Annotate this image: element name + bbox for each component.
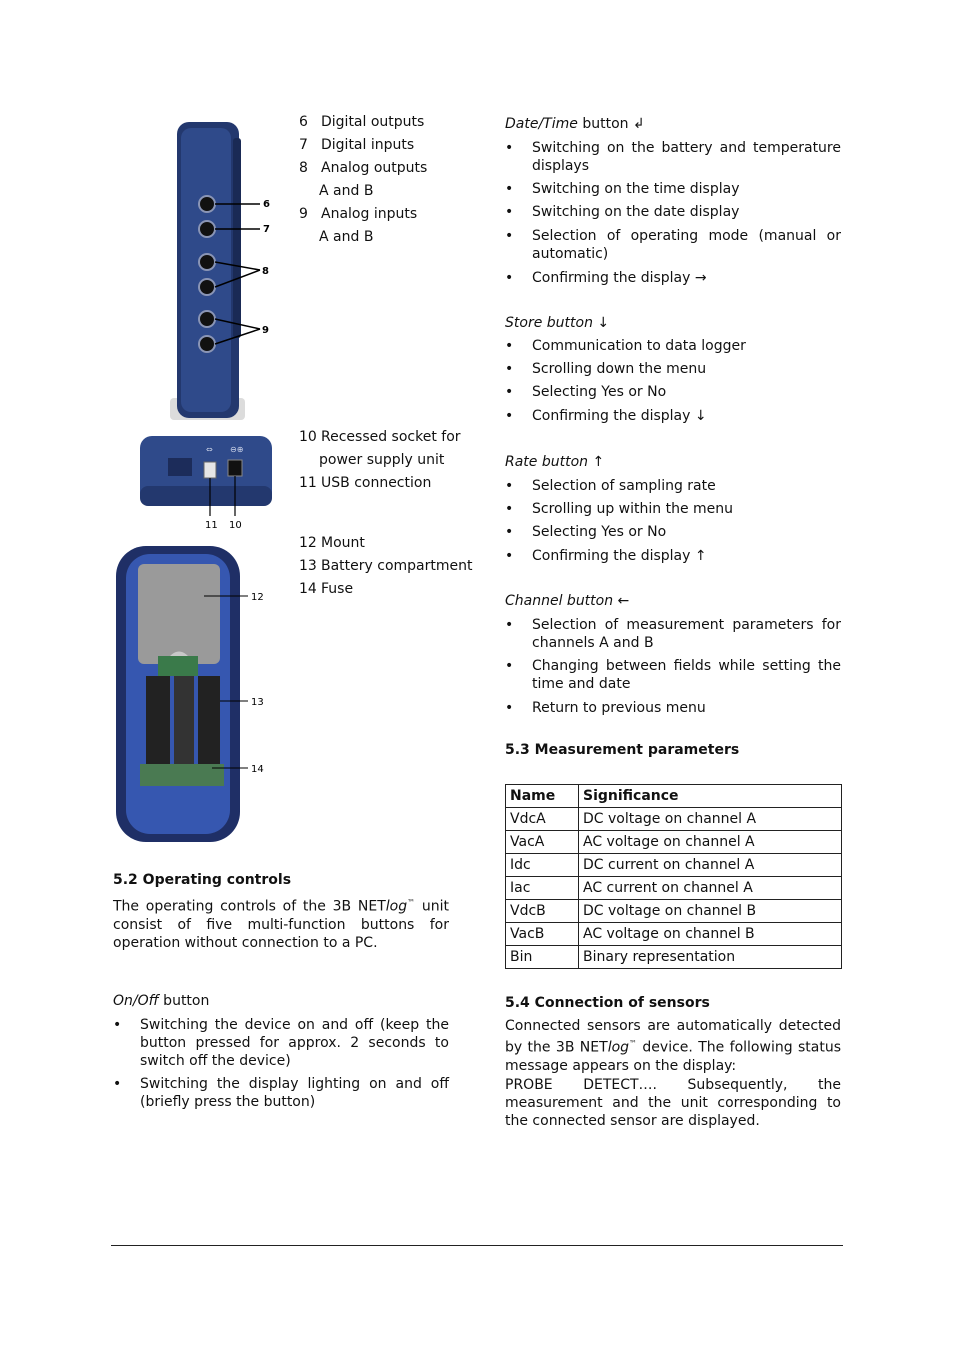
rate-button-title: Rate button ↑	[505, 454, 605, 470]
callout-10: 10	[229, 520, 242, 531]
legend-item: A and B	[319, 229, 374, 245]
legend-item: 7 Digital inputs	[299, 137, 415, 153]
measurement-parameters-table	[505, 784, 842, 969]
table-cell: DC voltage on channel B	[579, 900, 842, 923]
table-cell: AC current on channel A	[579, 877, 842, 900]
list-item: • Scrolling down the menu	[505, 360, 841, 378]
list-item: • Confirming the display ↑	[505, 547, 841, 565]
legend-item: power supply unit	[319, 452, 445, 468]
figure1-legend	[299, 113, 427, 251]
legend-item: 12 Mount	[299, 535, 365, 551]
figure3-legend	[299, 534, 473, 603]
svg-text:⇔: ⇔	[206, 445, 213, 454]
list-item: • Selecting Yes or No	[505, 523, 841, 541]
section-5-4-paragraph-1: Connected sensors are automatically detected by the 3B NETlog™ device. The following status message appears on the display:	[505, 1018, 841, 1074]
table-cell: VdcA	[506, 808, 579, 831]
table-cell: DC current on channel A	[579, 854, 842, 877]
callout-7: 7	[263, 224, 270, 235]
list-item: • Scrolling up within the menu	[505, 500, 841, 518]
table-row	[506, 808, 842, 831]
list-item: • Selecting Yes or No	[505, 383, 841, 401]
list-item: • Selection of operating mode (manual or automatic)	[505, 227, 841, 263]
legend-item: 13 Battery compartment	[299, 558, 473, 574]
channel-bullets	[505, 616, 841, 717]
list-item: • Selection of sampling rate	[505, 477, 841, 495]
table-header-row	[506, 785, 842, 808]
datetime-button-title: Date/Time button ↲	[505, 116, 645, 132]
device-bottom-view-figure	[138, 434, 278, 534]
table-row	[506, 854, 842, 877]
section-5-2-paragraph: The operating controls of the 3B NETlog™ unit consist of five multi-function buttons for operation without connection to a PC.	[113, 898, 450, 951]
section-5-2-heading: 5.2 Operating controls	[113, 872, 292, 888]
table-row	[506, 831, 842, 854]
table-cell: AC voltage on channel B	[579, 923, 842, 946]
svg-text:⊖⊕: ⊖⊕	[230, 445, 244, 454]
table-cell: AC voltage on channel A	[579, 831, 842, 854]
figure2-legend	[299, 428, 461, 497]
legend-item: 10 Recessed socket for	[299, 429, 461, 445]
callout-13: 13	[251, 697, 264, 708]
section-5-4-heading: 5.4 Connection of sensors	[505, 995, 710, 1011]
table-row	[506, 900, 842, 923]
legend-item: A and B	[319, 183, 374, 199]
table-cell: VacB	[506, 923, 579, 946]
callout-14: 14	[251, 764, 264, 775]
list-item: • Switching on the battery and temperature displays	[505, 139, 841, 175]
callout-12: 12	[251, 592, 264, 603]
list-item: • Changing between fields while setting the time and date	[505, 657, 841, 693]
rate-bullets	[505, 477, 841, 565]
table-cell: VdcB	[506, 900, 579, 923]
store-button-title: Store button ↓	[505, 315, 610, 331]
callout-8: 8	[262, 266, 269, 277]
column-header: Significance	[579, 785, 842, 808]
list-item: • Switching the display lighting on and off (briefly press the button)	[113, 1075, 449, 1111]
channel-button-title: Channel button ←	[505, 593, 630, 609]
column-header: Name	[506, 785, 579, 808]
list-item: • Selection of measurement parameters for channels A and B	[505, 616, 841, 652]
table-cell: Iac	[506, 877, 579, 900]
callout-11: 11	[205, 520, 218, 531]
list-item: • Confirming the display →	[505, 269, 841, 287]
onoff-button-title: On/Off button	[113, 993, 210, 1009]
footer-divider	[111, 1245, 843, 1246]
device-side-view-figure	[165, 118, 285, 423]
list-item: • Communication to data logger	[505, 337, 841, 355]
section-5-4-paragraph-2: PROBE DETECT…. Subsequently, the measurement and the unit corresponding to the connected sensor are displayed.	[505, 1077, 841, 1129]
callout-6: 6	[263, 199, 270, 210]
legend-item: 11 USB connection	[299, 475, 432, 491]
table-cell: Binary representation	[579, 946, 842, 969]
list-item: • Switching the device on and off (keep the button pressed for approx. 2 seconds to switch off the device)	[113, 1016, 449, 1070]
list-item: • Switching on the date display	[505, 203, 841, 221]
table-row	[506, 946, 842, 969]
table-row	[506, 923, 842, 946]
table-cell: DC voltage on channel A	[579, 808, 842, 831]
table-cell: Bin	[506, 946, 579, 969]
device-back-view-figure	[112, 544, 272, 844]
list-item: • Confirming the display ↓	[505, 407, 841, 425]
table-cell: Idc	[506, 854, 579, 877]
datetime-bullets	[505, 139, 841, 287]
section-5-3-heading: 5.3 Measurement parameters	[505, 742, 740, 758]
table-cell: VacA	[506, 831, 579, 854]
legend-item: 8 Analog outputs	[299, 160, 428, 176]
legend-item: 9 Analog inputs	[299, 206, 418, 222]
list-item: • Switching on the time display	[505, 180, 841, 198]
table-row	[506, 877, 842, 900]
onoff-bullets	[113, 1016, 449, 1111]
store-bullets	[505, 337, 841, 425]
callout-9: 9	[262, 325, 269, 336]
legend-item: 6 Digital outputs	[299, 114, 425, 130]
legend-item: 14 Fuse	[299, 581, 354, 597]
list-item: • Return to previous menu	[505, 699, 841, 717]
